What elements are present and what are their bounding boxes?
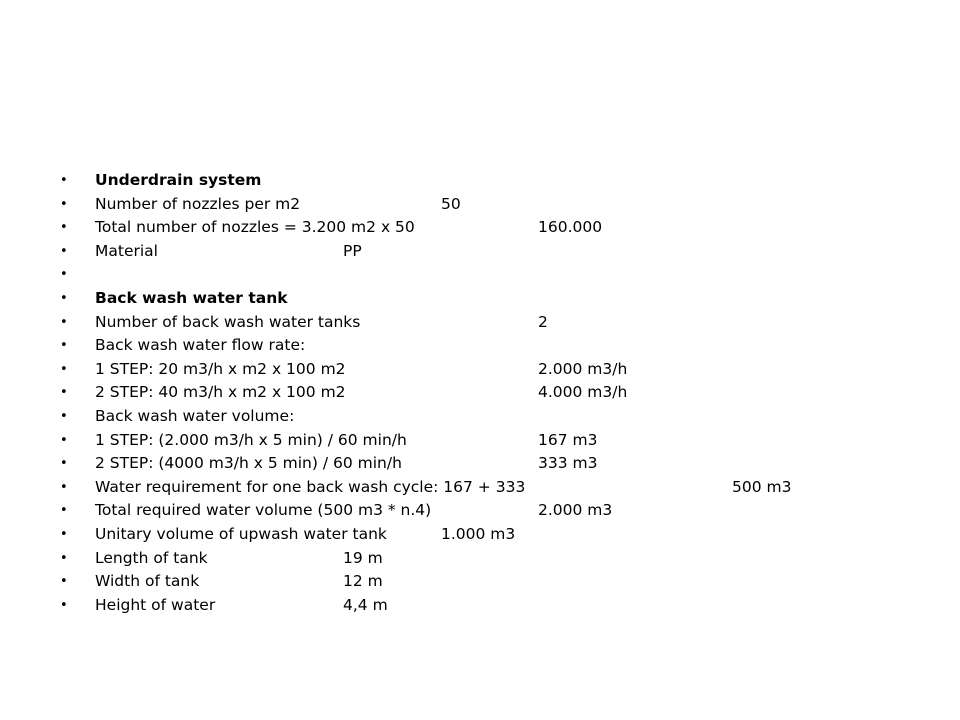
bullet-icon: • [60, 456, 68, 472]
bullet-row-empty [60, 263, 940, 287]
row-value: 4,4 m [343, 595, 388, 614]
row-value: 160.000 [538, 218, 603, 237]
bullet-icon: • [60, 290, 68, 306]
bullet-icon: • [60, 408, 68, 424]
bullet-icon: • [60, 526, 68, 542]
row-value: 1.000 m3 [441, 524, 516, 543]
row-value: PP [343, 241, 362, 260]
bullet-row-step2-volume [60, 452, 940, 476]
bullet-row-volume-heading [60, 405, 940, 429]
row-value: 167 m3 [538, 430, 598, 449]
bullet-icon: • [60, 574, 68, 590]
row-label: 2 STEP: 40 m3/h x m2 x 100 m2 [95, 383, 346, 402]
bullet-row-flow-rate-heading [60, 334, 940, 358]
row-value: 12 m [343, 572, 383, 591]
row-label: Total required water volume (500 m3 * n.4) [95, 501, 432, 520]
row-value: 333 m3 [538, 454, 598, 473]
bullet-icon: • [60, 173, 68, 188]
row-label: Material [95, 241, 158, 260]
bullet-icon: • [60, 479, 68, 495]
row-label: Number of back wash water tanks [95, 312, 361, 331]
bullet-row-total-volume [60, 499, 940, 523]
row-label: 2 STEP: (4000 m3/h x 5 min) / 60 min/h [95, 454, 402, 473]
spec-bullet-list [60, 169, 940, 617]
bullet-row-tank-length [60, 547, 940, 571]
bullet-icon: • [60, 550, 68, 566]
row-label: Unitary volume of upwash water tank [95, 524, 387, 543]
row-value: 50 [441, 194, 461, 213]
bullet-row-step2-flow [60, 381, 940, 405]
row-label: 1 STEP: (2.000 m3/h x 5 min) / 60 min/h [95, 430, 407, 449]
bullet-row-step1-flow [60, 358, 940, 382]
bullet-row-nozzles-per-m2 [60, 193, 940, 217]
bullet-icon: • [60, 503, 68, 519]
bullet-icon: • [60, 314, 68, 330]
bullet-icon: • [60, 361, 68, 377]
row-label: 1 STEP: 20 m3/h x m2 x 100 m2 [95, 359, 346, 378]
row-value: 2.000 m3/h [538, 359, 628, 378]
bullet-row-underdrain-heading [60, 169, 940, 193]
row-label: Width of tank [95, 572, 200, 591]
bullet-icon: • [60, 196, 68, 212]
bullet-row-cycle-requirement [60, 476, 940, 500]
row-label: Length of tank [95, 548, 208, 567]
bullet-row-tank-width [60, 570, 940, 594]
row-value: 2.000 m3 [538, 501, 613, 520]
row-label: Total number of nozzles = 3.200 m2 x 50 [95, 218, 415, 237]
row-label: Back wash water flow rate: [95, 336, 306, 355]
row-value: 4.000 m3/h [538, 383, 628, 402]
bullet-row-total-nozzles [60, 216, 940, 240]
bullet-row-unitary-volume [60, 523, 940, 547]
bullet-row-step1-volume [60, 429, 940, 453]
row-label: Number of nozzles per m2 [95, 194, 301, 213]
bullet-row-number-of-tanks [60, 311, 940, 335]
bullet-icon: • [60, 267, 68, 283]
bullet-row-material [60, 240, 940, 264]
row-label: Back wash water volume: [95, 406, 295, 425]
bullet-icon: • [60, 220, 68, 236]
section-heading: Underdrain system [95, 171, 262, 189]
section-heading: Back wash water tank [95, 288, 288, 307]
bullet-icon: • [60, 385, 68, 401]
row-label: Height of water [95, 595, 216, 614]
row-value: 2 [538, 312, 548, 331]
bullet-icon: • [60, 432, 68, 448]
bullet-row-water-height [60, 594, 940, 618]
bullet-icon: • [60, 338, 68, 354]
bullet-icon: • [60, 243, 68, 259]
row-label: Water requirement for one back wash cycle: 167 + 333 [95, 477, 526, 496]
bullet-icon: • [60, 597, 68, 613]
row-extra-value: 500 m3 [732, 477, 792, 496]
row-value: 19 m [343, 548, 383, 567]
bullet-row-backwash-heading [60, 287, 940, 311]
